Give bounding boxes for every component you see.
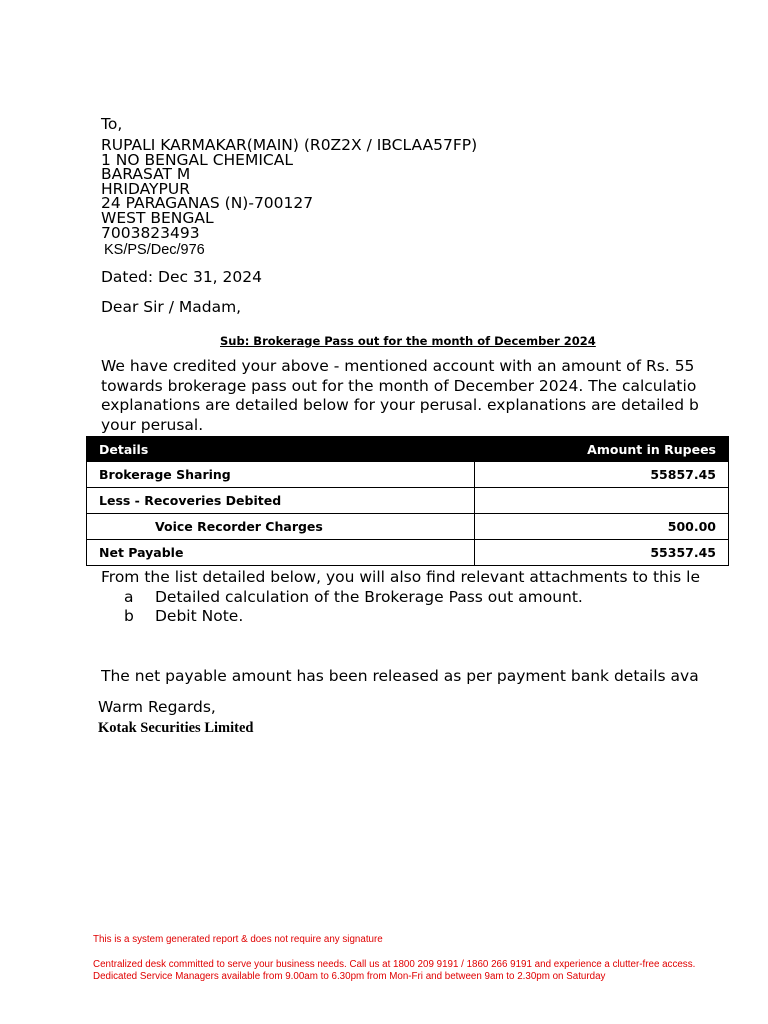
attachments-intro: From the list detailed below, you will also find relevant attachments to this le	[101, 568, 701, 586]
table-header-row	[87, 437, 729, 462]
row-amount	[475, 488, 729, 514]
column-header-details: Details	[87, 437, 475, 462]
recipient-address	[101, 138, 477, 240]
footer-disclaimer: This is a system generated report & does not require any signature	[93, 934, 383, 945]
table-row	[87, 514, 729, 540]
body-line: your perusal.	[101, 415, 204, 434]
row-label: Net Payable	[87, 540, 475, 566]
release-note: The net payable amount has been released as per payment bank details ava	[101, 667, 699, 685]
list-item-text: Detailed calculation of the Brokerage Pass out amount.	[155, 588, 583, 606]
address-line: HRIDAYPUR	[101, 179, 190, 198]
table-row	[87, 462, 729, 488]
row-label: Brokerage Sharing	[87, 462, 475, 488]
row-amount: 55857.45	[475, 462, 729, 488]
address-line: WEST BENGAL	[101, 208, 214, 227]
column-header-amount: Amount in Rupees	[475, 437, 729, 462]
address-line: RUPALI KARMAKAR(MAIN) (R0Z2X / IBCLAA57FP)	[101, 136, 478, 154]
company-signature: Kotak Securities Limited	[98, 720, 254, 736]
reference-number: KS/PS/Dec/976	[104, 242, 205, 258]
list-marker: b	[124, 607, 134, 625]
footer-hours: Dedicated Service Managers available from 9.00am to 6.30pm from Mon-Fri and between 9am to 2.30pm on Saturday	[93, 971, 606, 982]
list-marker: a	[124, 588, 134, 606]
attachment-list-item	[124, 607, 243, 625]
closing: Warm Regards,	[98, 698, 216, 716]
greeting: Dear Sir / Madam,	[101, 298, 242, 316]
address-line: BARASAT M	[101, 165, 191, 184]
list-item-text: Debit Note.	[155, 607, 244, 625]
body-line: towards brokerage pass out for the month of December 2024. The calculatio	[101, 376, 697, 395]
address-line: 7003823493	[101, 223, 200, 242]
table-row	[87, 540, 729, 566]
row-label: Voice Recorder Charges	[87, 514, 475, 540]
row-amount: 55357.45	[475, 540, 729, 566]
row-amount: 500.00	[475, 514, 729, 540]
brokerage-table	[86, 436, 729, 566]
address-line: 24 PARAGANAS (N)-700127	[101, 194, 314, 213]
attachment-list-item	[124, 588, 583, 606]
letter-date: Dated: Dec 31, 2024	[101, 268, 262, 286]
row-label: Less - Recoveries Debited	[87, 488, 475, 514]
footer-contact: Centralized desk committed to serve your business needs. Call us at 1800 209 9191 / 1860 266 9191 and experience a clutter-free access.	[93, 959, 696, 970]
subject-line: Sub: Brokerage Pass out for the month of December 2024	[220, 334, 596, 348]
body-line: explanations are detailed below for your perusal. explanations are detailed b	[101, 396, 699, 414]
table-row	[87, 488, 729, 514]
body-line: We have credited your above - mentioned account with an amount of Rs. 55	[101, 357, 695, 375]
salutation-to: To,	[101, 115, 123, 133]
body-paragraph	[101, 357, 761, 435]
address-line: 1 NO BENGAL CHEMICAL	[101, 150, 293, 169]
